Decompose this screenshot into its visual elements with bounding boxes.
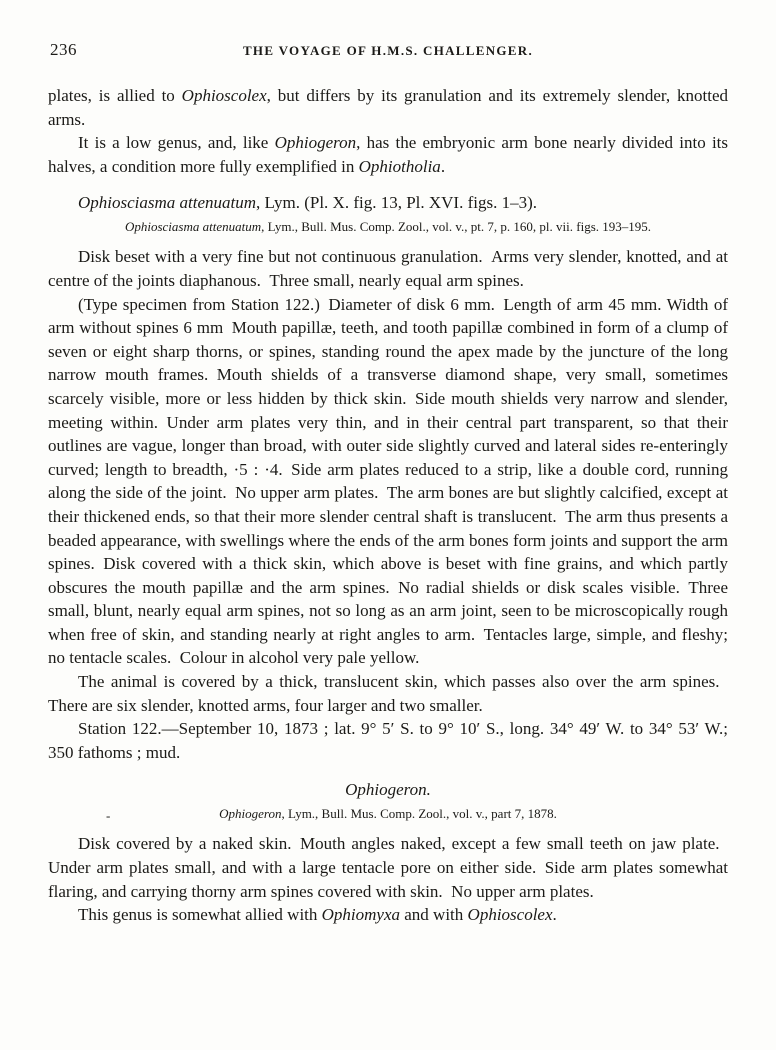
citation-text: , Lym., Bull. Mus. Comp. Zool., vol. v., pt. 7, p. 160, pl. vii. figs. 193–195. (261, 219, 652, 235)
species-name: Ophiosciasma attenuatum (78, 193, 257, 213)
page-body (48, 84, 728, 927)
genus-heading (48, 778, 728, 802)
text-run: (Type specimen from Station 122.) Diameter of disk 6 mm. Length of arm 45 mm. Width of arm without spines 6 mm Mouth papillæ, teeth, and tooth papillæ combined in form of a clump of seven or eight sharp thorns, or spines, standing round the apex made by the juncture of the long narrow mouth frames. Mouth shields of a transverse diamond shape, very small, sometimes scarcely visible, more or less hidden by thick skin. Side mouth shields very narrow and slender, meeting within. Under arm plates very thin, and in their central part transparent, so that their outlines are vague, longer than broad, with outer side slightly curved and lateral sides re-enteringly curved; length to breadth, ·5 : ·4. Side arm plates reduced to a strip, like a double cord, running along the side of the joint. No upper arm plates. The arm bones are but slightly calcified, except at their thickened ends, so that their more slender central shaft is translucent. The arm thus presents a beaded appearance, with swellings where the ends of the arm bones form joints and support the arm spines. Disk covered with a thick skin, which above is beset with fine grains, and which partly obscures the mouth papillæ and the arm spines. No radial shields or disk scales visible. Three small, blunt, nearly equal arm spines, not so long as an arm joint, seen to be microscopically rough when free of skin, and standing nearly at right angles to arm. Tentacles large, simple, and fleshy; no tentacle scales. Colour in alcohol very pale yellow. (48, 294, 728, 668)
paragraph (48, 903, 728, 927)
text-run: . (440, 156, 446, 176)
text-run: . (552, 905, 557, 925)
heading-reference: , Lym. (Pl. X. fig. 13, Pl. XVI. figs. 1–3). (256, 193, 538, 213)
text-run: Station 122.—September 10, 1873 ; lat. 9° 5′ S. to 9° 10′ S., long. 34° 49′ W. to 34° 53′ W.; 350 fathoms ; mud. (48, 719, 728, 762)
text-run: Disk covered by a naked skin. Mouth angles naked, except a few small teeth on jaw plate. Under arm plates small, and with a large tentacle pore on either side. Side arm plates somewhat flaring, and carrying thorny arm spines covered with skin. No upper arm plates. (48, 834, 728, 901)
citation-line (48, 218, 728, 236)
genus-name-ophioscolex: Ophioscolex (467, 905, 553, 925)
text-run: and with (400, 905, 468, 925)
genus-name-ophiomyxa: Ophiomyxa (321, 905, 401, 925)
species-heading (48, 191, 728, 215)
text-run: , but differs by its granulation and its extremely slender, knotted arms. (48, 86, 728, 129)
genus-name-ophiogeron: Ophiogeron. (345, 780, 431, 800)
genus-name-ophiotholia: Ophiotholia (358, 156, 441, 176)
citation-line (48, 805, 728, 823)
paragraph (48, 670, 728, 717)
page-header (48, 40, 728, 64)
paragraph-description (48, 245, 728, 292)
text-run: It is a low genus, and, like (78, 133, 275, 153)
text-run: plates, is allied to (48, 86, 182, 105)
text-run: Disk beset with a very fine but not continuous granulation. Arms very slender, knotted, and at centre of the joints diaphanous. Three small, nearly equal arm spines. (48, 247, 728, 290)
citation-text: , Lym., Bull. Mus. Comp. Zool., vol. v., part 7, 1878. (281, 806, 557, 822)
page-number: 236 (50, 40, 77, 59)
paragraph (48, 131, 728, 178)
paragraph-continuation (48, 84, 728, 131)
text-run: This genus is somewhat allied with (78, 905, 322, 925)
genus-name-ophiogeron: Ophiogeron (219, 806, 282, 822)
genus-name-ophiogeron: Ophiogeron (274, 133, 357, 153)
paragraph-station-record (48, 717, 728, 764)
paragraph-genus-description (48, 832, 728, 903)
genus-name-ophioscolex: Ophioscolex (181, 86, 267, 105)
running-title: THE VOYAGE OF H.M.S. CHALLENGER. (242, 43, 534, 58)
scan-artifact-dash: - (106, 808, 111, 824)
paragraph-type-specimen (48, 293, 728, 671)
species-name: Ophiosciasma attenuatum (124, 219, 262, 235)
text-run: The animal is covered by a thick, translucent skin, which passes also over the arm spines. There are six slender, knotted arms, four larger and two smaller. (48, 672, 728, 715)
text-run: , has the embryonic arm bone nearly divided into its halves, a condition more fully exemplified in (48, 133, 729, 176)
